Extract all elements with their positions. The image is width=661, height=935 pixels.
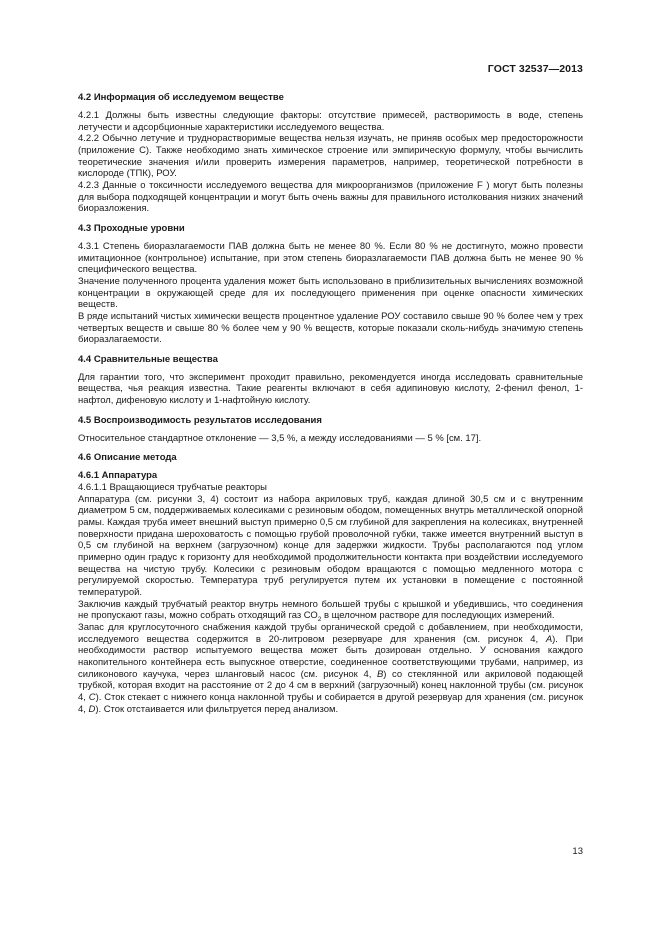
paragraph <box>78 622 583 715</box>
section-4-4 <box>78 354 583 407</box>
paragraph <box>78 599 583 622</box>
section-title: 4.5 Воспроизводимость результатов исследования <box>78 414 322 426</box>
text-span: ). Сток отстаивается или фильтруется перед анализом. <box>95 703 339 715</box>
figure-ref: С <box>88 691 96 703</box>
paragraph: 4.2.3 Данные о токсичности исследуемого вещества для микроорганизмов (приложение F ) могут быть полезны для выбора подходящей концентрации и могут быть очень важны для правильного истолкования низких значений биоразложения. <box>78 179 583 215</box>
figure-ref: D <box>88 703 96 715</box>
section-title: 4.6 Описание метода <box>78 452 177 464</box>
subscript: 2 <box>317 616 322 624</box>
standard-header: ГОСТ 32537—2013 <box>487 63 583 75</box>
paragraph: 4.2.2 Обычно летучие и труднорастворимые вещества нельзя изучать, не приняв особых мер предосторожности (приложение С). Также необходимо знать химическое строение или эмпирическую формулу, чтобы вычислить теоретические значения и/или проверить измерения параметров, например, теоретической потребности в кислороде (ТПК), РОУ. <box>78 133 583 180</box>
paragraph: Значение полученного процента удаления может быть использовано в приблизительных вычислениях возможной концентрации в окружающей среде для их последующего применения при оценке опасности химических веществ. <box>78 275 583 311</box>
text-span: Запас для круглосуточного снабжения каждой трубы органической средой с добавлением, при необходимости, исследуемого вещества содержится в 20-литровом резервуаре для хранения (см. рисунок 4, <box>78 621 583 645</box>
figure-ref: А <box>545 633 553 645</box>
paragraph: 4.3.1 Степень биоразлагаемости ПАВ должна быть не менее 80 %. Если 80 % не достигнуто, можно провести имитационное (контрольное) испытание, при этом степень биоразлагаемости ПАВ должна быть не менее 90 % специфического вещества. <box>78 240 583 276</box>
paragraph: 4.2.1 Должны быть известны следующие факторы: отсутствие примесей, растворимость в воде, степень летучести и адсорбционные характеристики исследуемого вещества. <box>78 110 583 133</box>
paragraph: Относительное стандартное отклонение — 3,5 %, а между исследованиями — 5 % [см. 17]. <box>78 432 482 444</box>
text-span: ). При необходимости раствор испытуемого вещества может быть дозирован отдельно. У основания каждого накопительного контейнера есть выпускное отверстие, соединенное соответствующими трубами, например, из силиконового каучука, через шланговый насос (см. рисунок 4, <box>78 633 583 680</box>
section-4-6 <box>78 452 583 715</box>
section-title: 4.4 Сравнительные вещества <box>78 353 218 365</box>
section-4-2 <box>78 92 583 215</box>
paragraph: Для гарантии того, что эксперимент проходит правильно, рекомендуется иногда исследовать сравнительные вещества, чья реакция известна. Такие реагенты включают в себя адипиновую кислоту, 2-фенил фенол, 1-нафтол, дифеновую кислоту и 1-нафтойную кислоту. <box>78 371 583 407</box>
text-span: Заключив каждый трубчатый реактор внутрь немного большей трубы с крышкой и убедившись, что соединения не пропускают газы, можно собрать отходящий газ СО <box>78 598 583 622</box>
text-span: ) со стеклянной или акриловой подающей трубкой, которая входит на расстояние от 2 до 4 см в верхний (загрузочный) конец наклонной трубы (см. рисунок 4, <box>78 668 583 703</box>
paragraph: В ряде испытаний чистых химически веществ процентное удаление РОУ составило свыше 90 % более чем у трех четвертых веществ и свыше 80 % более чем у 90 % веществ, которые показали сколь-нибудь значимую степень биоразлагаемости. <box>78 310 583 346</box>
document-body <box>78 92 583 723</box>
section-4-5 <box>78 415 583 445</box>
section-title: 4.3 Проходные уровни <box>78 222 185 234</box>
section-4-3 <box>78 223 583 346</box>
paragraph: Аппаратура (см. рисунки 3, 4) состоит из набора акриловых труб, каждая длиной 30,5 см и с внутренним диаметром 5 см, поддерживаемых колесиками с резиновым ободом, помещенных внутрь металлической опорной рамы. Каждая труба имеет внешний выступ примерно 0,5 см глубиной для закрепления на колесиках, внутренней поверхности придана шероховатость с помощью грубой проволочной губки, также имеется внутренний выступ в 0,5 см глубиной на верхнем (загрузочном) конце для задержки жидкости. Трубы располагаются под углом примерно один градус к горизонту для необходимой продолжительности контакта при воздействии исследуемого вещества на чистую трубу. Колесики с резиновым ободом вращаются с помощью медленного мотора с регулируемой скоростью. Температура труб регулируется путем их установки в помещение с постоянной температурой. <box>78 493 583 598</box>
text-span: ). Сток стекает с нижнего конца наклонной трубы и собирается в другой резервуар для хранения (см. рисунок 4, <box>78 691 583 715</box>
subsection-subtitle: 4.6.1.1 Вращающиеся трубчатые реакторы <box>78 482 267 494</box>
text-span: в щелочном растворе для последующих измерений. <box>321 610 555 622</box>
page-number: 13 <box>572 846 583 857</box>
subsection-title: 4.6.1 Аппаратура <box>78 470 158 482</box>
section-title: 4.2 Информация об исследуемом веществе <box>78 92 284 103</box>
figure-ref: В <box>376 668 384 680</box>
